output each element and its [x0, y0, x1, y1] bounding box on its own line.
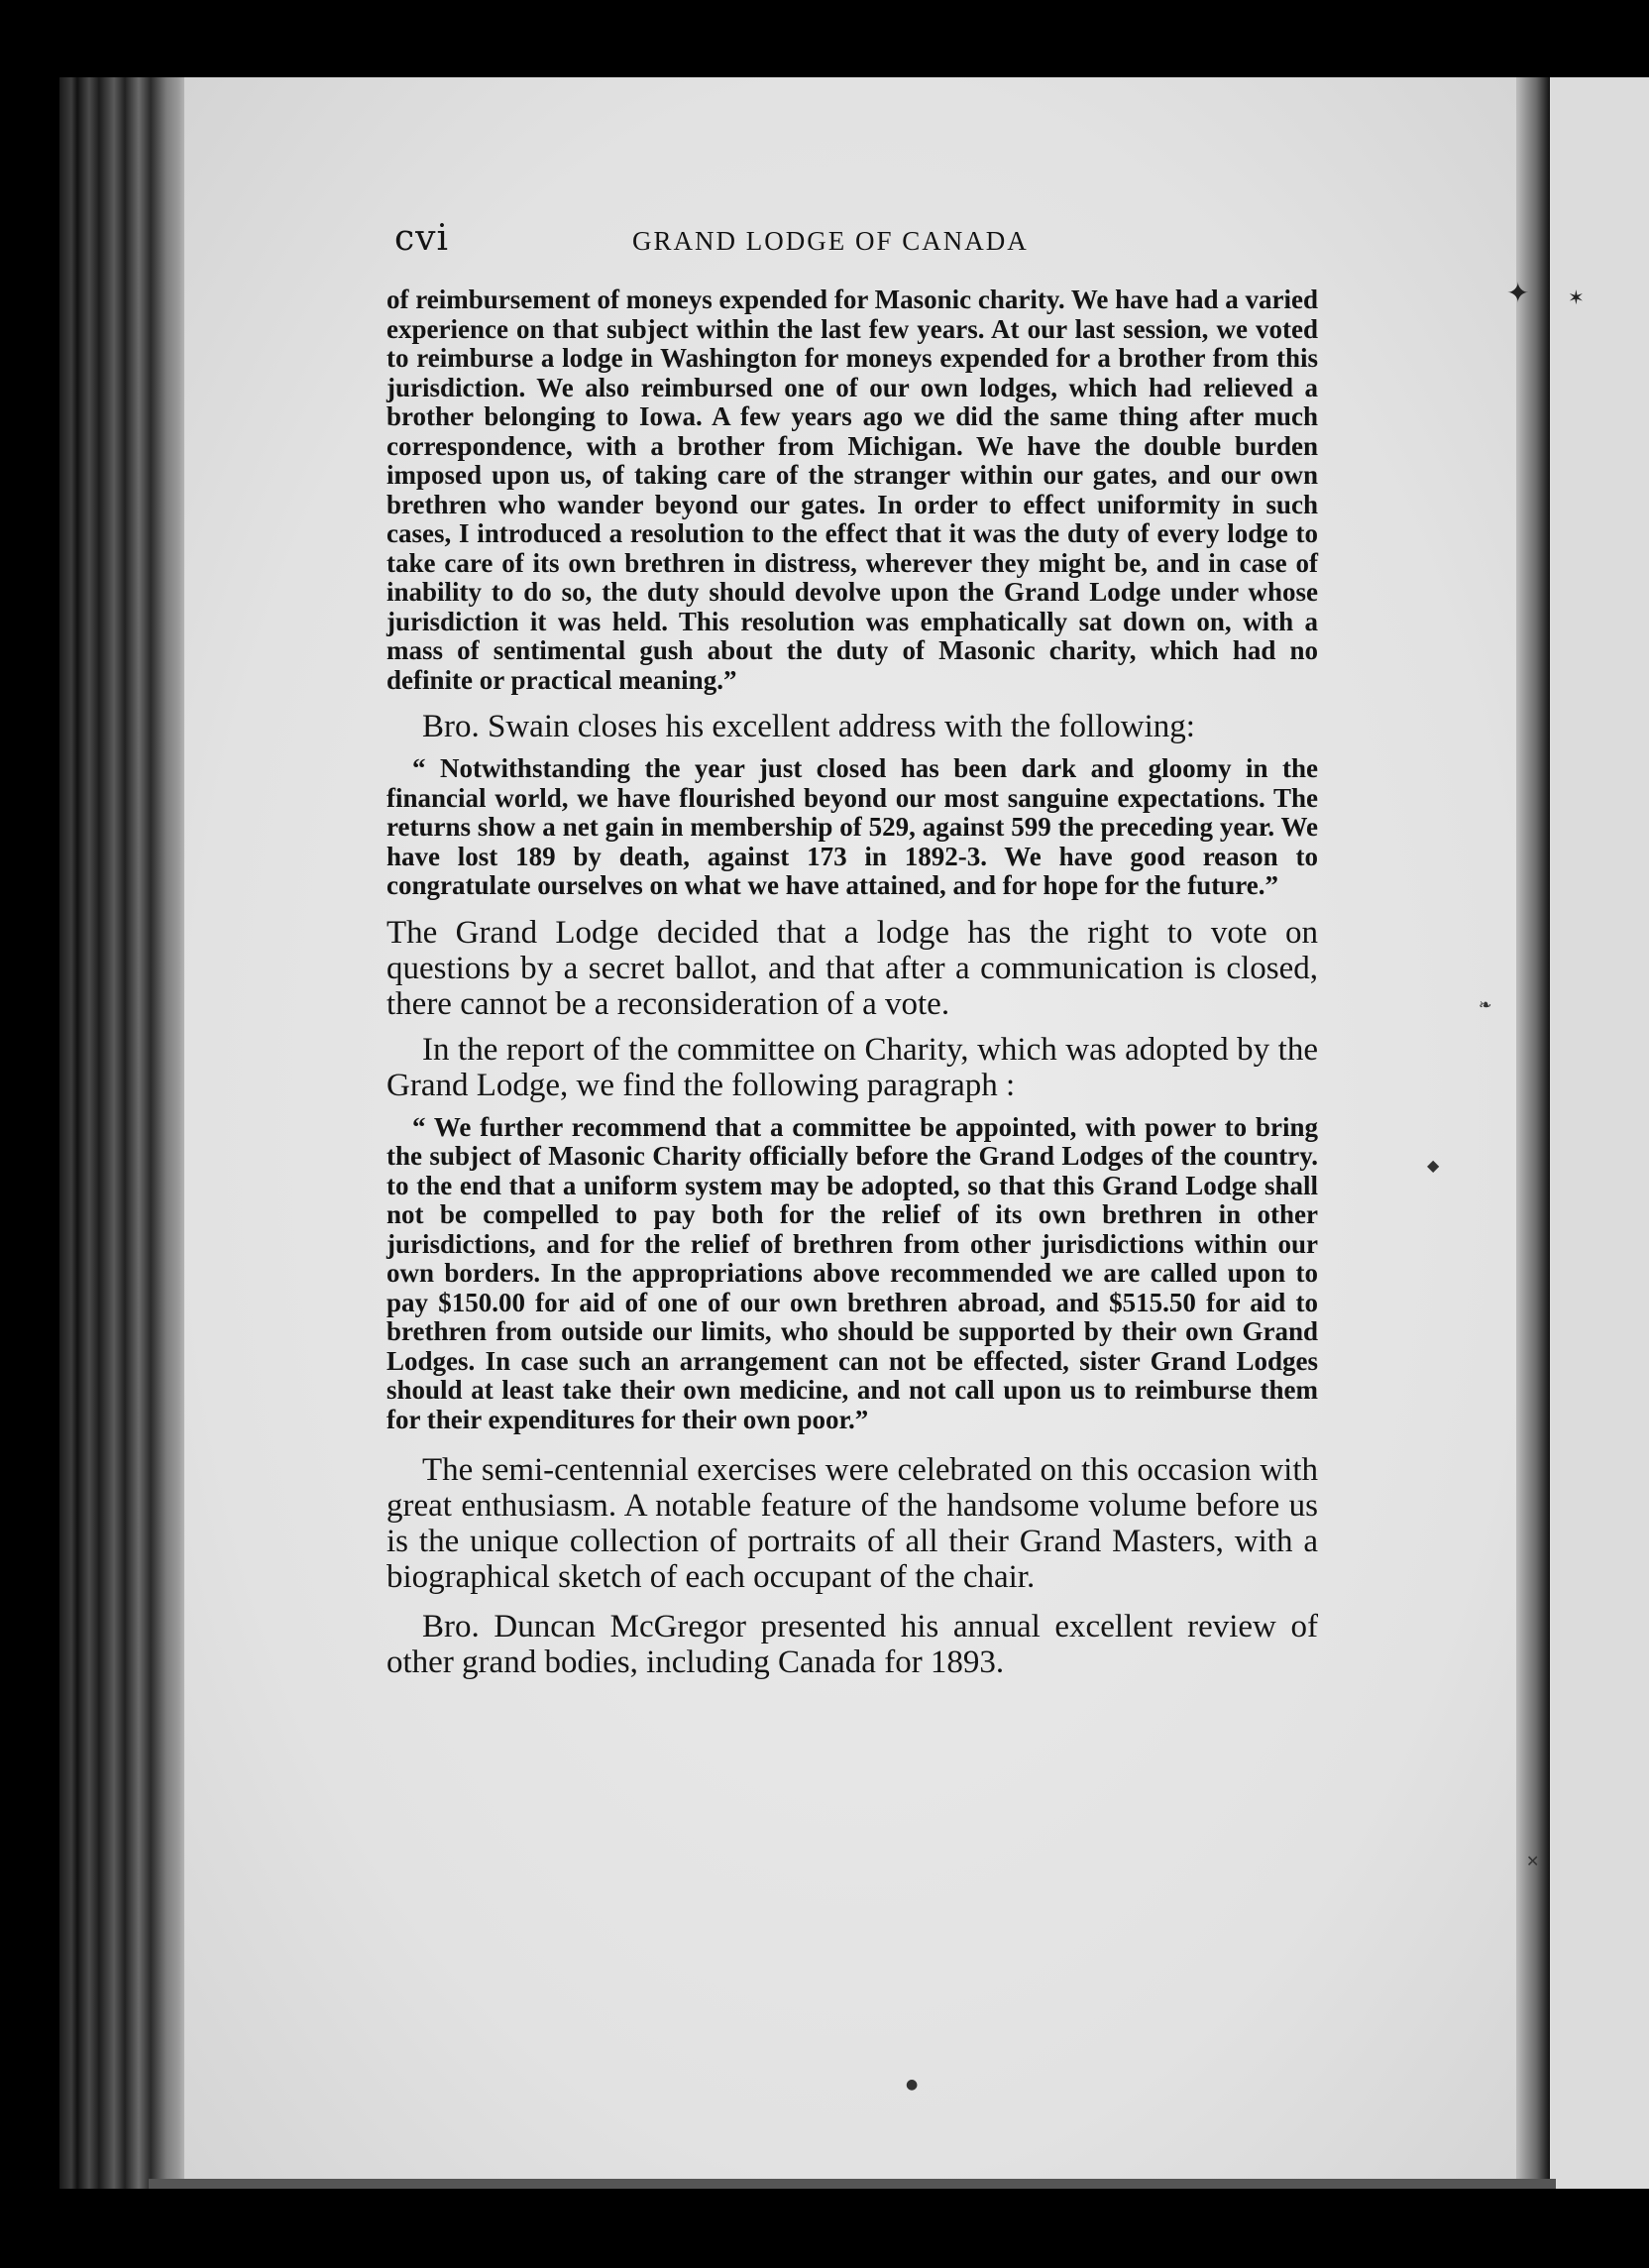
swain-quote-paragraph: “ Notwithstanding the year just closed has been dark and gloomy in the financial world, we have flourished beyond our most sanguine expectations. The returns show a net gain in membership of 529, against 599 the preceding year. We have lost 189 by death, against 173 in 1892-3. We have good reason to congratulate ourselves on what we have attained, and for hope for the future.” [386, 753, 1318, 900]
mcgregor-paragraph: Bro. Duncan McGregor presented his annual excellent review of other grand bodies, including Canada for 1893. [386, 1609, 1318, 1680]
book-spine [59, 77, 188, 2189]
margin-speck: ● [906, 2077, 919, 2093]
page-bottom-edge [149, 2179, 1556, 2189]
ballot-paragraph: The Grand Lodge decided that a lodge has the right to vote on questions by a secret ballot, and that after a communication is closed, there cannot be a reconsideration of a vote. [386, 914, 1318, 1022]
margin-speck: ✕ [1526, 1852, 1540, 1871]
margin-speck: ❧ [1479, 995, 1492, 1014]
swain-intro-paragraph: Bro. Swain closes his excellent address with the following: [422, 709, 1195, 744]
charity-intro-paragraph: In the report of the committee on Charity, which was adopted by the Grand Lodge, we find the following paragraph : [386, 1031, 1318, 1103]
semicentennial-paragraph: The semi-centennial exercises were celebrated on this occasion with great enthusiasm. A notable feature of the handsome volume before us is the unique collection of portraits of all their Grand Masters, with a biographical sketch of each occupant of the chair. [386, 1452, 1318, 1595]
running-title: GRAND LODGE OF CANADA [632, 226, 1029, 256]
page-gutter [1516, 77, 1550, 2189]
page-content [386, 218, 1318, 1680]
charity-quote-paragraph: “ We further recommend that a committee be appointed, with power to bring the subject of Masonic Charity officially before the Grand Lodges of the country. to the end that a uniform system may be adopted, so that this Grand Lodge shall not be compelled to pay both for the relief of its own brethren in other jurisdictions, and for the relief of brethren from other jurisdictions within our own borders. In the appropriations above recommended we are called upon to pay $150.00 for aid of one of our own brethren abroad, and $515.50 for aid to brethren from outside our limits, who should be supported by their own Grand Lodges. In case such an arrangement can not be effected, sister Grand Lodges should at least take their own medicine, and not call upon us to reimburse them for their expenditures for their own poor.” [386, 1111, 1318, 1434]
page-number: cvi [394, 218, 450, 259]
margin-speck: ✶ [1568, 285, 1585, 309]
facing-page-edge [1550, 77, 1649, 2189]
margin-speck: ◆ [1427, 1156, 1440, 1175]
quote-continued-paragraph: of reimbursement of moneys expended for Masonic charity. We have had a varied experience on that subject within the last few years. At our last session, we voted to reimburse a lodge in Washington for moneys expended for a brother from this jurisdiction. We also reimbursed one of our own lodges, which had relieved a brother belonging to Iowa. A few years ago we did the same thing after much correspondence, with a brother from Michigan. We have the double burden imposed upon us, of taking care of the stranger within our gates, and our own brethren who wander beyond our gates. In order to effect uniformity in such cases, I introduced a resolution to the effect that it was the duty of every lodge to take care of its own brethren in distress, wherever they might be, and in case of inability to do so, the duty should devolve upon the Grand Lodge under whose jurisdiction it was held. This resolution was emphatically sat down on, with a mass of sentimental gush about the duty of Masonic charity, which had no definite or practical meaning.” [386, 284, 1318, 695]
margin-speck: ✦ [1506, 277, 1530, 309]
running-header [394, 218, 1318, 282]
